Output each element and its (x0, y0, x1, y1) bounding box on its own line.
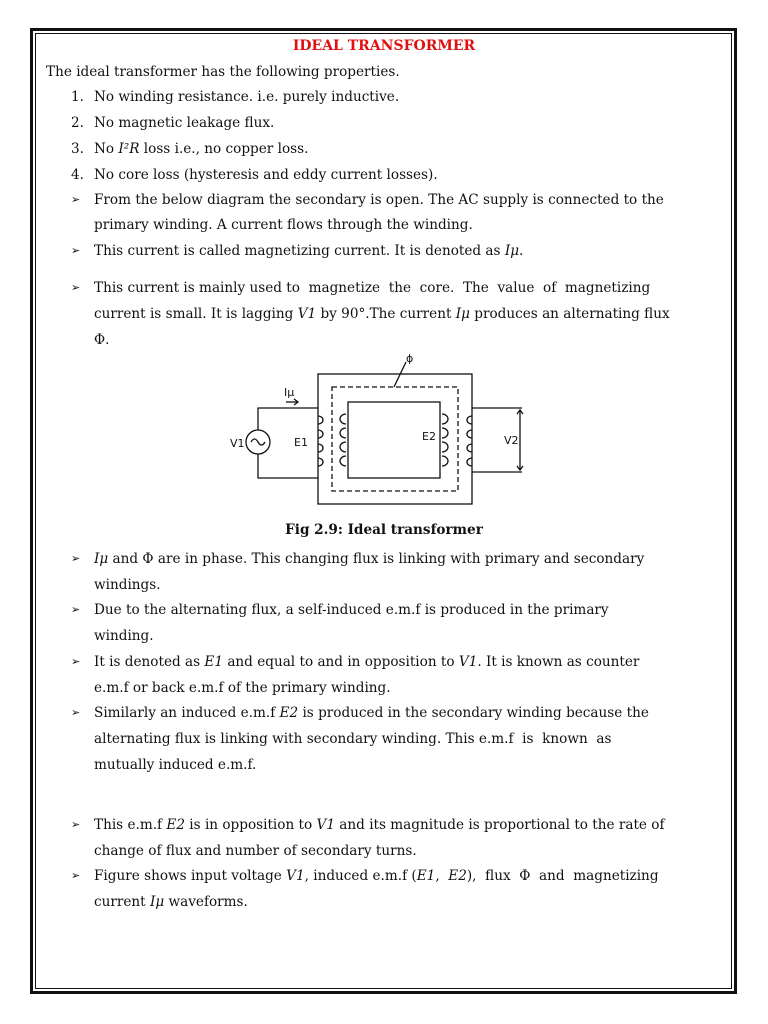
bullet-arrow-icon: ➢ (71, 706, 81, 719)
bullet-line: current is small. It is lagging V1 by 90°.The current Iμ produces an alternating flux (94, 306, 670, 322)
bullet-arrow-icon: ➢ (71, 552, 81, 565)
imu-label: Iμ (284, 386, 295, 399)
phi-label: ϕ (406, 352, 414, 365)
list-number: 2. (71, 115, 84, 131)
bullet-arrow-icon: ➢ (71, 603, 81, 616)
bullet-arrow-icon: ➢ (71, 244, 81, 257)
intro-text: The ideal transformer has the following properties. (46, 64, 400, 80)
v2-label: V2 (504, 434, 519, 447)
figure-caption: Fig 2.9: Ideal transformer (285, 522, 483, 538)
ideal-transformer-diagram (228, 352, 528, 510)
bullet-line: alternating flux is linking with secondary winding. This e.m.f is known as (94, 731, 612, 747)
bullet-line: Φ. (94, 332, 110, 348)
list-number: 3. (71, 141, 84, 157)
bullet-line: This current is called magnetizing current. It is denoted as Iμ. (94, 243, 524, 259)
bullet-line: Due to the alternating flux, a self-induced e.m.f is produced in the primary (94, 602, 609, 618)
v1-label: V1 (230, 437, 245, 450)
list-item: No magnetic leakage flux. (94, 115, 275, 131)
list-number: 1. (71, 89, 84, 105)
bullet-line: It is denoted as E1 and equal to and in opposition to V1. It is known as counter (94, 654, 640, 670)
e1-label: E1 (294, 436, 308, 449)
math-i2r: I²R (118, 141, 140, 157)
list-item: No winding resistance. i.e. purely inductive. (94, 89, 400, 105)
list-item: No I²R loss i.e., no copper loss. (94, 141, 309, 157)
bullet-line: e.m.f or back e.m.f of the primary winding. (94, 680, 391, 696)
bullet-line: This e.m.f E2 is in opposition to V1 and its magnitude is proportional to the rate of (94, 817, 665, 833)
bullet-line: Iμ and Φ are in phase. This changing flux is linking with primary and secondary (94, 551, 645, 567)
bullet-line: Figure shows input voltage V1, induced e.m.f (E1, E2), flux Φ and magnetizing (94, 868, 659, 884)
bullet-arrow-icon: ➢ (71, 193, 81, 206)
bullet-line: current Iμ waveforms. (94, 894, 248, 910)
bullet-line: change of flux and number of secondary turns. (94, 843, 417, 859)
bullet-arrow-icon: ➢ (71, 655, 81, 668)
bullet-arrow-icon: ➢ (71, 869, 81, 882)
list-number: 4. (71, 167, 84, 183)
bullet-arrow-icon: ➢ (71, 281, 81, 294)
bullet-line: primary winding. A current flows through the winding. (94, 217, 473, 233)
e2-label: E2 (422, 430, 436, 443)
bullet-line: windings. (94, 577, 161, 593)
page-title: IDEAL TRANSFORMER (292, 38, 476, 54)
bullet-line: From the below diagram the secondary is open. The AC supply is connected to the (94, 192, 664, 208)
bullet-line: Similarly an induced e.m.f E2 is produced in the secondary winding because the (94, 705, 649, 721)
bullet-line: This current is mainly used to magnetize the core. The value of magnetizing (94, 280, 651, 296)
bullet-line: mutually induced e.m.f. (94, 757, 257, 773)
bullet-line: winding. (94, 628, 154, 644)
list-item: No core loss (hysteresis and eddy current losses). (94, 167, 438, 183)
bullet-arrow-icon: ➢ (71, 818, 81, 831)
